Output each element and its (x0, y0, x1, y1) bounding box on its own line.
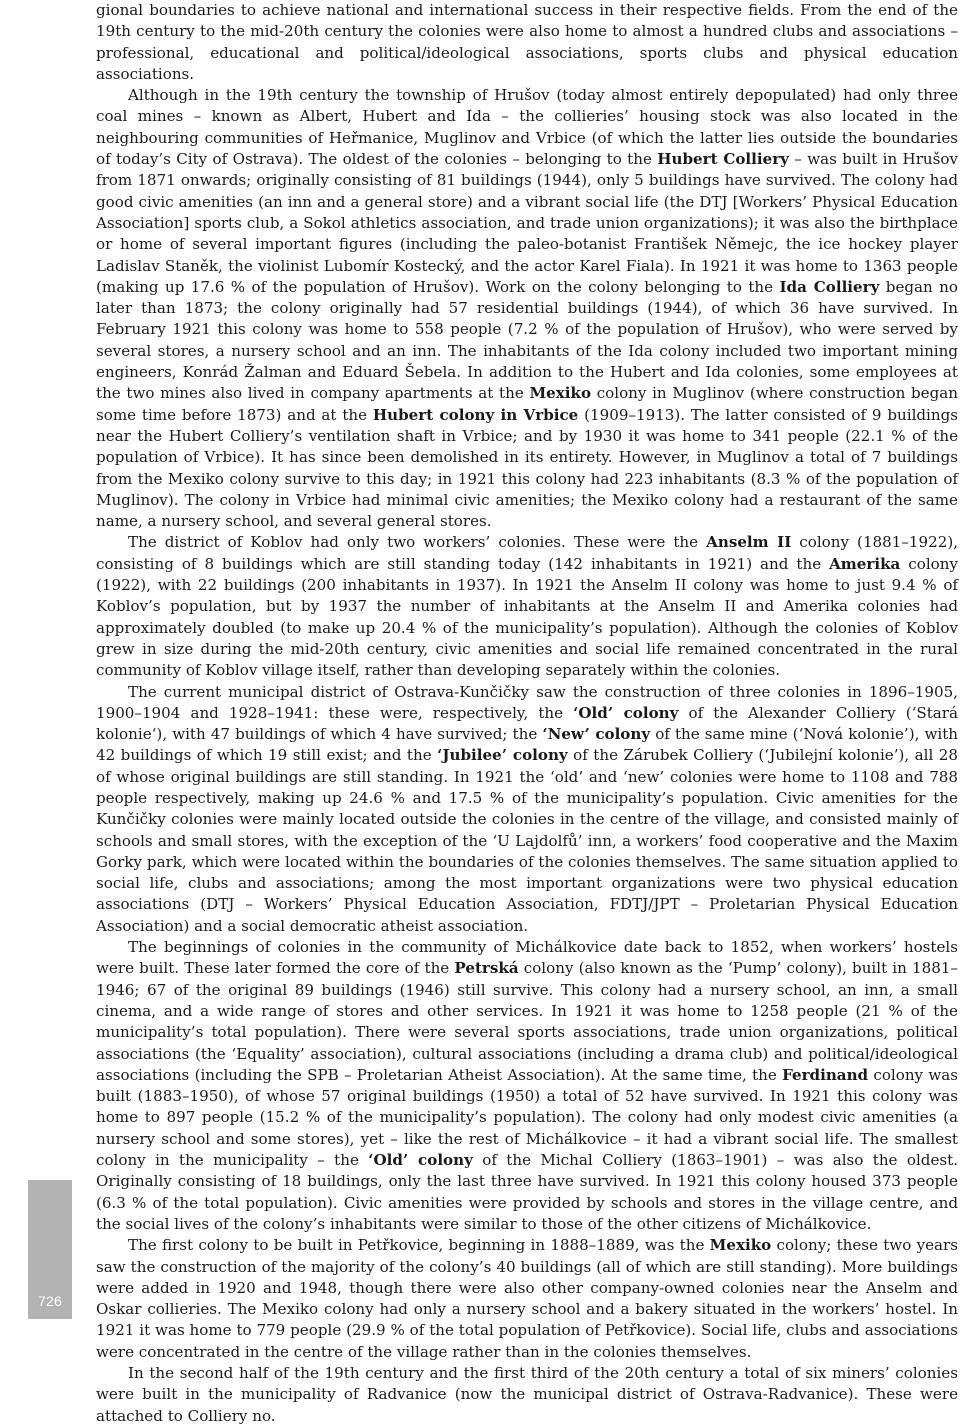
body-text (96, 0, 958, 1427)
text-run: of the Alexander Colliery (‘Stará kolonie‘), with 47 buildings of which 4 have survived; the (96, 703, 959, 744)
bold-term: Mexiko (709, 1236, 772, 1255)
bold-term: Petrská (454, 959, 519, 978)
paragraph (96, 1363, 958, 1427)
text-run: colony was built (1883–1950), of whose 57 original buildings (1950) a total of 52 have survived. In 1921 this colony was home to 897 people (15.2 % of the municipality’s population). The colony had only modest civic amenities (a nursery school and some stores), yet – like the rest of Michálkovice – it had a vibrant social life. The smallest colony in the municipality – the (96, 1065, 958, 1170)
bold-term: Hubert colony in Vrbice (372, 405, 579, 424)
text-run: (1909–1913). The latter consisted of 9 buildings near the Hubert Colliery’s ventilation shaft in Vrbice; and by 1930 it was home to 341 people (22.1 % of the population of Vrbice). It has since been demolished in its entirety. However, in Muglinov a total of 7 buildings from the Mexiko colony survive to this day; in 1921 this colony had 223 inhabitants (8.3 % of the population of Muglinov). The colony in Vrbice had minimal civic amenities; the Mexiko colony had a restaurant of the same name, a nursery school, and several general stores. (96, 405, 959, 531)
text-run: In the second half of the 19th century and the first third of the 20th century a total of six miners’ colonies were built in the municipality of Radvanice (now the municipal district of Ostrava-Radvanice). These were attached to Colliery no. (96, 1364, 958, 1425)
text-run: colony (1922), with 22 buildings (200 inhabitants in 1937). In 1921 the Anselm II colony was home to just 9.4 % of Koblov’s population, but by 1937 the number of inhabitants at the Anselm II and Amerika colonies had approximately doubled (to make up 20.4 % of the municipality’s population). Although the colonies of Koblov grew in size during the mid-20th century, civic amenities and social life remained concentrated in the rural community of Koblov village itself, rather than developing separately within the colonies. (96, 554, 958, 680)
paragraph (96, 85, 958, 532)
paragraph (96, 1235, 958, 1363)
text-run: colony; these two years saw the construction of the majority of the colony’s 40 buildings (all of which are still standing). More buildings were added in 1920 and 1948, though there were also other company-owned colonies near the Anselm and Oskar collieries. The Mexiko colony had only a nursery school and a bakery situated in the workers’ hostel. In 1921 it was home to 779 people (29.9 % of the total population of Petřkovice). Social life, clubs and associations were concentrated in the centre of the village rather than in the colonies themselves. (96, 1236, 958, 1361)
text-run: of the Zárubek Colliery (‘Jubilejní kolonie’), all 28 of whose original buildings are still standing. In 1921 the ‘old’ and ‘new’ colonies were home to 1108 and 788 people respectively, making up 24.6 % and 17.5 % of the municipality’s population. Civic amenities for the Kunčičky colonies were mainly located outside the colonies in the centre of the village, and consisted mainly of schools and small stores, with the exception of the ‘U Lajdolfů’ inn, a workers’ food cooperative and the Maxim Gorky park, which were located within the boundaries of the colonies themselves. The same situation applied to social life, clubs and associations; among the most important organizations were two physical education associations (DTJ – Workers’ Physical Education Association, FDTJ/JPT – Proletarian Physical Education Association) and a social democratic atheist association. (96, 746, 958, 935)
text-run: Although in the 19th century the township of Hrušov (today almost entirely depopulated) had only three coal mines – known as Albert, Hubert and Ida – the collieries’ housing stock was also located in the neighbouring communities of Heřmanice, Muglinov and Vrbice (of which the latter lies outside the boundaries of today’s City of Ostrava). The oldest of the colonies – belonging to the (96, 86, 958, 169)
text-run: The district of Koblov had only two workers’ colonies. These were the (128, 533, 707, 552)
paragraph (96, 937, 958, 1235)
paragraph (96, 532, 958, 681)
paragraph (96, 682, 958, 938)
bold-term: ‘Old’ colony (368, 1151, 473, 1170)
bold-term: Ferdinand (782, 1065, 869, 1084)
text-run: of the Michal Colliery (1863–1901) – was also the oldest. Originally consisting of 18 buildings, only the last three have survived. In 1921 this colony housed 373 people (6.3 % of the total population). Civic amenities were provided by schools and stores in the village centre, and the social lives of the colony’s inhabitants were similar to those of the other citizens of Michálkovice. (96, 1151, 958, 1233)
text-run: colony (also known as the ‘Pump’ colony), built in 1881–1946; 67 of the original 89 buildings (1946) still survive. This colony had a nursery school, an inn, a small cinema, and a wide range of stores and other services. In 1921 it was home to 1258 people (21 % of the municipality’s total population). There were several sports associations, trade union organizations, political associations (the ‘Equality’ association), cultural associations (including a drama club) and political/ideological associations (including the SPB – Proletarian Atheist Association). At the same time, the (96, 959, 958, 1084)
bold-term: ‘New’ colony (542, 725, 651, 744)
text-run: began no later than 1873; the colony originally had 57 residential buildings (1944), of which 36 have survived. In February 1921 this colony was home to 558 people (7.2 % of the population of Hrušov), who were served by several stores, a nursery school and an inn. The inhabitants of the Ida colony included two important mining engineers, Konrád Žalman and Eduard Šebela. In addition to the Hubert and Ida colonies, some employees at the two mines also lived in company apartments at the (96, 277, 958, 403)
text-run: – was built in Hrušov from 1871 onwards; originally consisting of 81 buildings (1944), only 5 buildings have survived. The colony had good civic amenities (an inn and a general store) and a vibrant social life (the DTJ [Workers’ Physical Education Association] sports club, a Sokol athletics association, and trade union organizations); it was also the birthplace or home of several important figures (including the paleo-botanist František Němejc, the ice hockey player Ladislav Staněk, the violinist Lubomír Kostecký, and the actor Karel Fiala). In 1921 it was home to 1363 people (making up 17.6 % of the population of Hrušov). Work on the colony belonging to the (96, 150, 958, 296)
text-run: The first colony to be built in Petřkovice, beginning in 1888–1889, was the (128, 1236, 710, 1255)
text-run: gional boundaries to achieve national and international success in their respective fields. From the end of the 19th century to the mid-20th century the colonies were also home to almost a hundred clubs and associations – professional, educational and political/ideological associations, sports clubs and physical education associations. (96, 1, 958, 83)
text-run: colony (1881–1922), consisting of 8 buildings which are still standing today (142 inhabitants in 1921) and the (96, 533, 959, 573)
text-run: The current municipal district of Ostrava-Kunčičky saw the construction of three colonies in 1896–1905, 1900–1904 and 1928–1941: these were, respectively, the (96, 682, 958, 722)
text-run: The beginnings of colonies in the community of Michálkovice date back to 1852, when workers’ hostels were built. These later formed the core of the (96, 938, 958, 978)
bold-term: Ida Colliery (779, 277, 880, 296)
bold-term: Anselm II (706, 533, 792, 552)
paragraph (96, 0, 958, 85)
bold-term: Mexiko (529, 384, 592, 403)
page-number-tab (28, 1180, 72, 1319)
text-run: colony in Muglinov (where construction began some time before 1873) and at the (96, 384, 958, 424)
page-number: 726 (38, 1293, 62, 1309)
bold-term: ‘Jubilee’ colony (437, 746, 568, 765)
text-run: of the same mine (‘Nová kolonie’), with 42 buildings of which 19 still exist; and the (96, 725, 958, 765)
bold-term: Hubert Colliery (657, 150, 789, 169)
bold-term: ‘Old’ colony (573, 703, 679, 722)
bold-term: Amerika (829, 554, 901, 573)
